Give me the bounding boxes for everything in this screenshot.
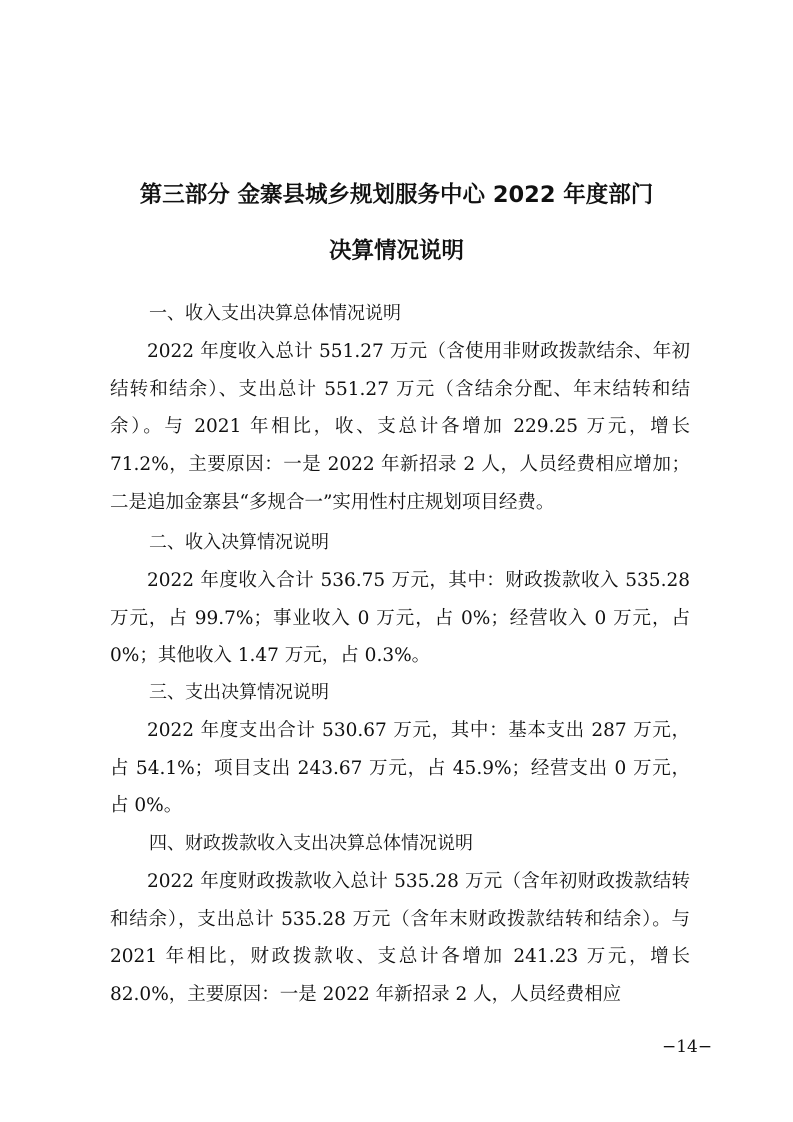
section-body-2: 2022 年度收入合计 536.75 万元，其中：财政拨款收入 535.28 万元，占 99.7%；事业收入 0 万元，占 0%；经营收入 0 万元，占 0%；其他收入 1.47 万元，占 0.3%。	[110, 570, 690, 667]
section-heading-2: 二、收入决算情况说明	[149, 532, 329, 553]
section-heading-3: 三、支出决算情况说明	[149, 682, 329, 703]
section-body-4: 2022 年度财政拨款收入总计 535.28 万元（含年初财政拨款结转和结余），支出总计 535.28 万元（含年末财政拨款结转和结余）。与 2021 年相比，财政拨款收、支总计各增加 241.23 万元，增长 82.0%，主要原因：一是 2022 年新招录 2 人，人员经费相应	[110, 871, 690, 1006]
document-title-line-2: 决算情况说明	[328, 238, 464, 264]
page-number: −14−	[662, 1037, 713, 1057]
section-heading-1: 一、收入支出决算总体情况说明	[149, 303, 401, 324]
section-body-1: 2022 年度收入总计 551.27 万元（含使用非财政拨款结余、年初结转和结余）、支出总计 551.27 万元（含结余分配、年末结转和结余）。与 2021 年相比，收、支总计各增加 229.25 万元，增长 71.2%，主要原因：一是 2022 年新招录 2 人，人员经费相应增加；二是追加金寨县“多规合一”实用性村庄规划项目经费。	[110, 341, 690, 513]
section-heading-4: 四、财政拨款收入支出决算总体情况说明	[149, 833, 473, 854]
section-body-3: 2022 年度支出合计 530.67 万元，其中：基本支出 287 万元，占 54.1%；项目支出 243.67 万元，占 45.9%；经营支出 0 万元，占 0%。	[110, 720, 690, 817]
document-title-line-1: 第三部分 金寨县城乡规划服务中心 2022 年度部门	[139, 182, 654, 208]
